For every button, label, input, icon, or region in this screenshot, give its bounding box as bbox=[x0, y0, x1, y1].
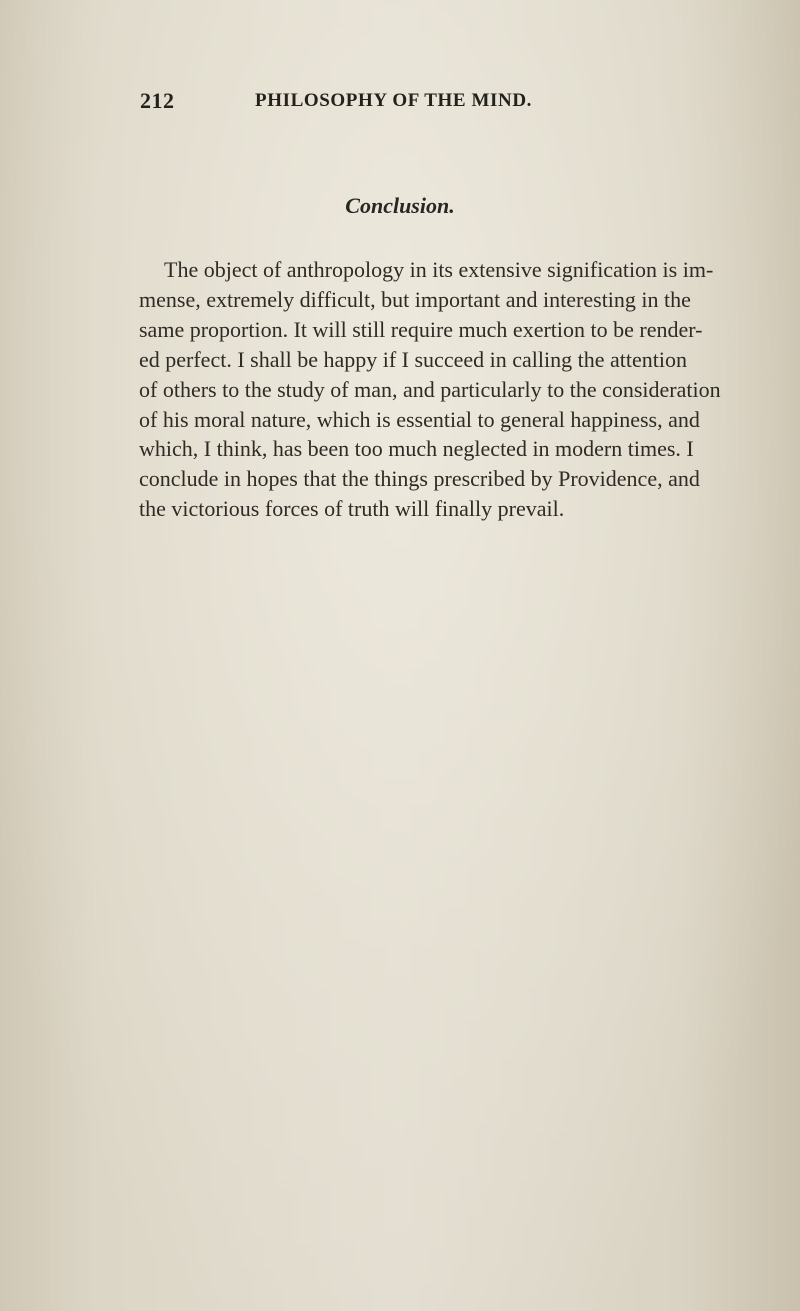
paragraph-line: of others to the study of man, and particularly to the consideration bbox=[139, 376, 721, 402]
body-paragraph bbox=[139, 255, 721, 524]
paragraph-line: the victorious forces of truth will finally prevail. bbox=[139, 496, 565, 522]
paragraph-line: The object of anthropology in its extensive signification is im- bbox=[164, 257, 714, 282]
paragraph-line: ed perfect. I shall be happy if I succeed in calling the attention bbox=[139, 346, 687, 372]
page-number: 212 bbox=[140, 88, 175, 113]
paragraph-line: which, I think, has been too much neglected in modern times. I bbox=[139, 436, 694, 462]
running-head bbox=[140, 88, 670, 118]
paragraph-line: same proportion. It will still require much exertion to be render- bbox=[139, 316, 703, 342]
paragraph-line: of his moral nature, which is essential to general happiness, and bbox=[139, 406, 700, 432]
paragraph-line: mense, extremely difficult, but important and interesting in the bbox=[139, 286, 691, 312]
paragraph-line: conclude in hopes that the things prescribed by Providence, and bbox=[139, 466, 700, 492]
running-title: PHILOSOPHY OF THE MIND. bbox=[255, 90, 533, 111]
section-heading: Conclusion. bbox=[345, 193, 455, 218]
